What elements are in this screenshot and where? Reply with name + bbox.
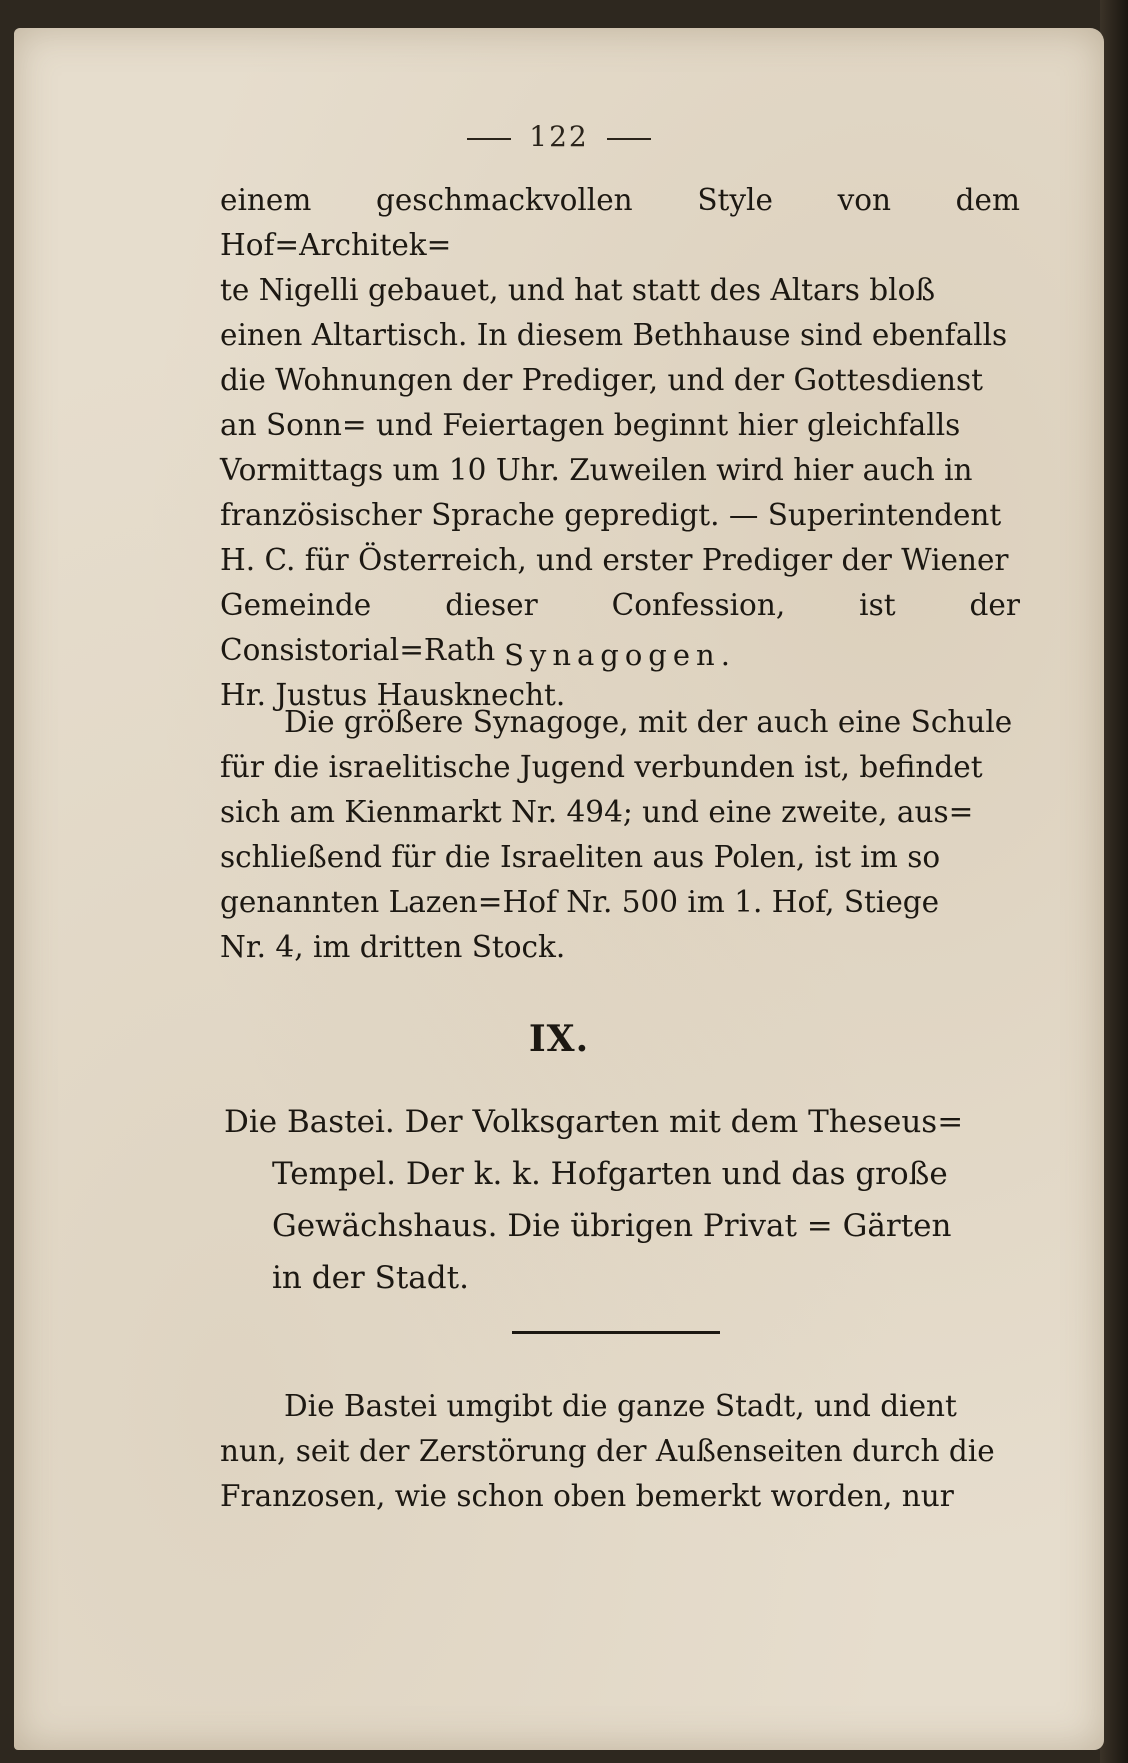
chapter-title [224, 1096, 1024, 1304]
text-line: sich am Kienmarkt Nr. 494; und eine zweite, aus= [220, 795, 974, 829]
text-line: Gemeinde dieser Confession, ist der Consistorial=Rath [220, 588, 1020, 667]
text-line: Nr. 4, im dritten Stock. [220, 930, 566, 964]
chapter-title-line: Die Bastei. Der Volksgarten mit dem Theseus= [224, 1104, 964, 1140]
text-line: Die größere Synagoge, mit der auch eine Schule [284, 705, 1013, 739]
text-line: Franzosen, wie schon oben bemerkt worden, nur [220, 1479, 954, 1513]
book-edge [1100, 0, 1128, 1763]
text-line: Die Bastei umgibt die ganze Stadt, und dient [284, 1389, 957, 1423]
text-line: schließend für die Israeliten aus Polen, ist im so [220, 840, 941, 874]
text-column [14, 28, 1104, 1750]
paragraph-2 [220, 700, 1020, 970]
text-line: für die israelitische Jugend verbunden ist, befindet [220, 750, 983, 784]
text-line: nun, seit der Zerstörung der Außenseiten durch die [220, 1434, 995, 1468]
page-number: 122 [529, 120, 589, 153]
chapter-title-line: Gewächshaus. Die übrigen Privat = Gärten [272, 1208, 952, 1244]
page-header [14, 120, 1104, 153]
book-page [14, 28, 1104, 1750]
text-line: französischer Sprache gepredigt. — Superintendent [220, 498, 1002, 532]
chapter-number: IX. [528, 1018, 590, 1060]
text-line: genannten Lazen=Hof Nr. 500 im 1. Hof, Stiege [220, 885, 940, 919]
text-line: die Wohnungen der Prediger, und der Gottesdienst [220, 363, 983, 397]
chapter-title-line: Tempel. Der k. k. Hofgarten und das große [272, 1156, 948, 1192]
text-line: Vormittags um 10 Uhr. Zuweilen wird hier auch in [220, 453, 973, 487]
text-line: te Nigelli gebauet, und hat statt des Altars bloß [220, 273, 936, 307]
text-line: H. C. für Österreich, und erster Prediger der Wiener [220, 543, 1009, 577]
text-line: Hr. Justus Hausknecht. [220, 678, 566, 712]
section-heading-synagogues: Synagogen. [504, 638, 736, 672]
text-line: einem geschmackvollen Style von dem Hof=Architek= [220, 183, 1020, 262]
header-dash-left [467, 138, 511, 140]
paragraph-3 [220, 1384, 1020, 1519]
text-line: an Sonn= und Feiertagen beginnt hier gleichfalls [220, 408, 961, 442]
chapter-title-line: in der Stadt. [272, 1260, 469, 1296]
paragraph-1 [220, 178, 1020, 718]
header-dash-right [607, 138, 651, 140]
text-line: einen Altartisch. In diesem Bethhause sind ebenfalls [220, 318, 1008, 352]
section-divider [512, 1331, 720, 1334]
